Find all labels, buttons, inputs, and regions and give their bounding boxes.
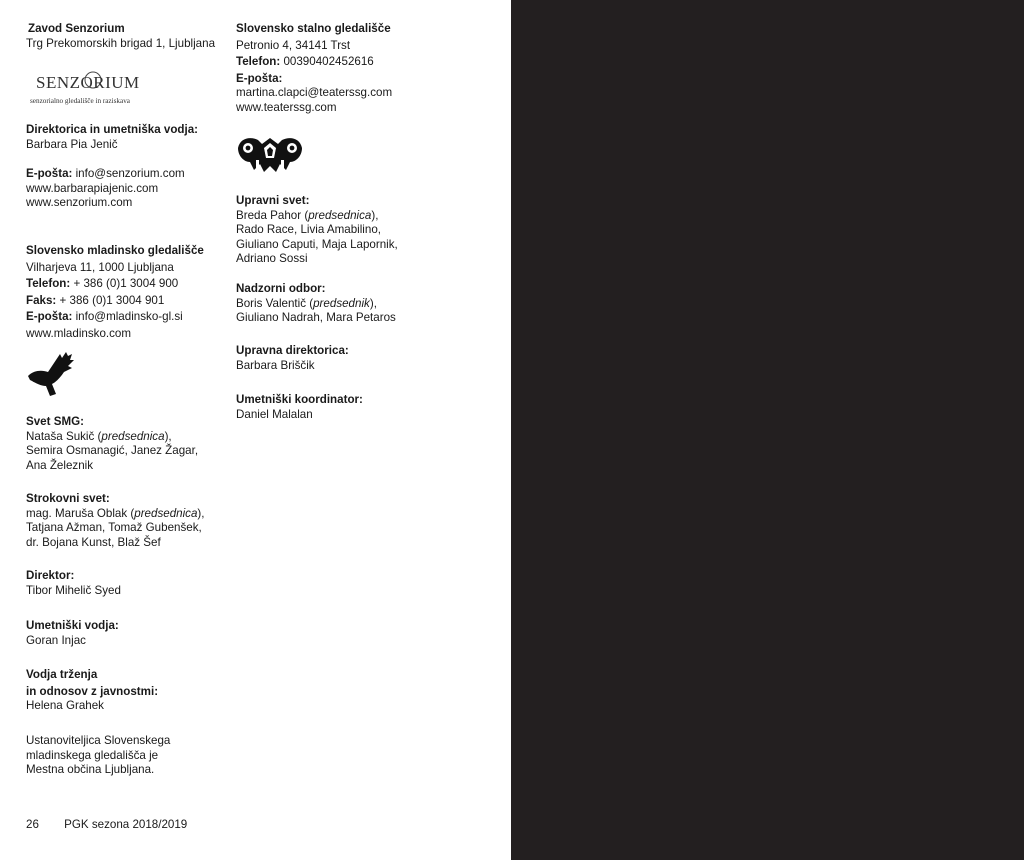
nadzorni-line1-name: Boris Valentič ( [236, 296, 314, 310]
upravni-line3: Giuliano Caputi, Maja Lapornik, [236, 237, 398, 251]
smg-email[interactable]: info@mladinsko-gl.si [75, 310, 183, 324]
nadzorni-heading: Nadzorni odbor: [236, 282, 326, 295]
founder-line3: Mestna občina Ljubljana. [26, 763, 155, 777]
founder-line1: Ustanoviteljica Slovenskega [26, 734, 171, 747]
ssg-web[interactable]: www.teaterssg.com [236, 100, 337, 114]
ssg-phone: 00390402452616 [283, 55, 374, 69]
founder-line2: mladinskega gledališča je [26, 748, 159, 762]
smg-strokovni [26, 492, 205, 550]
email-label: E-pošta: [26, 310, 73, 324]
email-label: E-pošta: [26, 167, 73, 180]
smg-fax: + 386 (0)1 3004 901 [59, 293, 165, 307]
smg-web[interactable]: www.mladinsko.com [26, 326, 132, 340]
upravni-line2: Rado Race, Livia Amabilino, [236, 223, 382, 237]
smg-phone-line [26, 277, 204, 292]
ssg-upravna [236, 344, 349, 373]
svet-line1-role: predsednica [101, 429, 165, 443]
fax-label: Faks: [26, 293, 57, 307]
upravni-line1-name: Breda Pahor ( [236, 208, 309, 222]
smg-name: Slovensko mladinsko gledališče [26, 244, 204, 257]
smg-section [26, 244, 204, 342]
nadzorni-line1 [236, 297, 396, 312]
senzorium-director [26, 123, 198, 152]
smg-trzenje [26, 668, 158, 714]
trzenje-heading-2: in odnosov z javnostmi: [26, 684, 159, 698]
senzorium-logo [30, 68, 170, 108]
nadzorni-line1-role: predsednik [313, 296, 370, 310]
umetniski-name: Goran Injac [26, 633, 86, 647]
upravni-line1-end: ), [371, 208, 379, 222]
ssg-nadzorni [236, 282, 396, 326]
koordinator-name: Daniel Malalan [236, 407, 313, 421]
senzorium-logo-text: SENZORIUM [36, 73, 140, 92]
strokovni-heading: Strokovni svet: [26, 492, 110, 505]
svet-heading: Svet SMG: [26, 415, 84, 428]
season-label: PGK sezona 2018/2019 [64, 818, 188, 831]
smg-phone: + 386 (0)1 3004 900 [73, 277, 179, 291]
strokovni-line3: dr. Bojana Kunst, Blaž Šef [26, 535, 161, 549]
ssg-logo-icon [236, 134, 304, 174]
strokovni-line2: Tatjana Ažman, Tomaž Gubenšek, [26, 521, 202, 535]
direktor-heading: Direktor: [26, 569, 75, 582]
senzorium-address: Trg Prekomorskih brigad 1, Ljubljana [26, 36, 216, 50]
svet-line1-name: Nataša Sukič ( [26, 429, 102, 443]
strokovni-line1 [26, 507, 205, 522]
svet-line1-end: ), [164, 429, 172, 443]
senzorium-email[interactable]: info@senzorium.com [75, 167, 185, 180]
senzorium-email-line [26, 167, 185, 182]
ssg-address: Petronio 4, 34141 Trst [236, 38, 351, 52]
senzorium-web2[interactable]: www.senzorium.com [26, 196, 133, 210]
dark-panel [511, 0, 1024, 860]
smg-bird-icon [26, 352, 76, 398]
ssg-email[interactable]: martina.clapci@teaterssg.com [236, 86, 393, 100]
upravni-heading: Upravni svet: [236, 194, 310, 207]
nadzorni-line1-end: ), [369, 296, 377, 310]
ssg-upravni [236, 194, 398, 267]
smg-founder [26, 734, 170, 778]
smg-umetniski [26, 619, 119, 648]
trzenje-heading-1: Vodja trženja [26, 668, 98, 681]
upravni-line1 [236, 209, 398, 224]
svet-line2: Semira Osmanagić, Janez Žagar, [26, 444, 199, 458]
ssg-section [236, 22, 392, 116]
senzorium-logo-subtext: senzorialno gledališče in raziskava [30, 97, 130, 105]
smg-fax-line [26, 294, 204, 309]
senzorium-section [28, 22, 215, 51]
smg-address: Vilharjeva 11, 1000 Ljubljana [26, 260, 174, 274]
page-number: 26 [26, 818, 39, 831]
upravni-line4: Adriano Sossi [236, 252, 308, 266]
upravni-line1-role: predsednica [308, 208, 372, 222]
umetniski-heading: Umetniški vodja: [26, 619, 119, 632]
direktor-name: Tibor Mihelič Syed [26, 583, 121, 597]
nadzorni-line2: Giuliano Nadrah, Mara Petaros [236, 311, 396, 325]
koordinator-heading: Umetniški koordinator: [236, 393, 363, 406]
svet-line3: Ana Železnik [26, 458, 94, 472]
page-footer [26, 818, 187, 831]
director-name: Barbara Pia Jenič [26, 137, 118, 151]
phone-label: Telefon: [26, 277, 71, 291]
ssg-koordinator [236, 393, 363, 422]
director-heading: Direktorica in umetniška vodja: [26, 123, 199, 136]
ssg-name: Slovensko stalno gledališče [236, 22, 391, 35]
smg-email-line [26, 310, 204, 325]
ssg-email-label: E-pošta: [236, 71, 283, 85]
upravna-name: Barbara Briščik [236, 358, 315, 372]
smg-svet [26, 415, 198, 473]
strokovni-line1-role: predsednica [134, 506, 198, 520]
senzorium-name: Zavod Senzorium [28, 22, 125, 35]
trzenje-name: Helena Grahek [26, 699, 104, 713]
senzorium-logo-graphic [30, 68, 170, 108]
ssg-phone-line [236, 55, 392, 70]
upravna-heading: Upravna direktorica: [236, 344, 349, 357]
svet-line1 [26, 430, 198, 445]
senzorium-web1[interactable]: www.barbarapiajenic.com [26, 181, 159, 195]
strokovni-line1-name: mag. Maruša Oblak ( [26, 506, 135, 520]
phone-label: Telefon: [236, 55, 281, 69]
smg-direktor [26, 569, 121, 598]
senzorium-contact [26, 167, 185, 211]
strokovni-line1-end: ), [197, 506, 205, 520]
